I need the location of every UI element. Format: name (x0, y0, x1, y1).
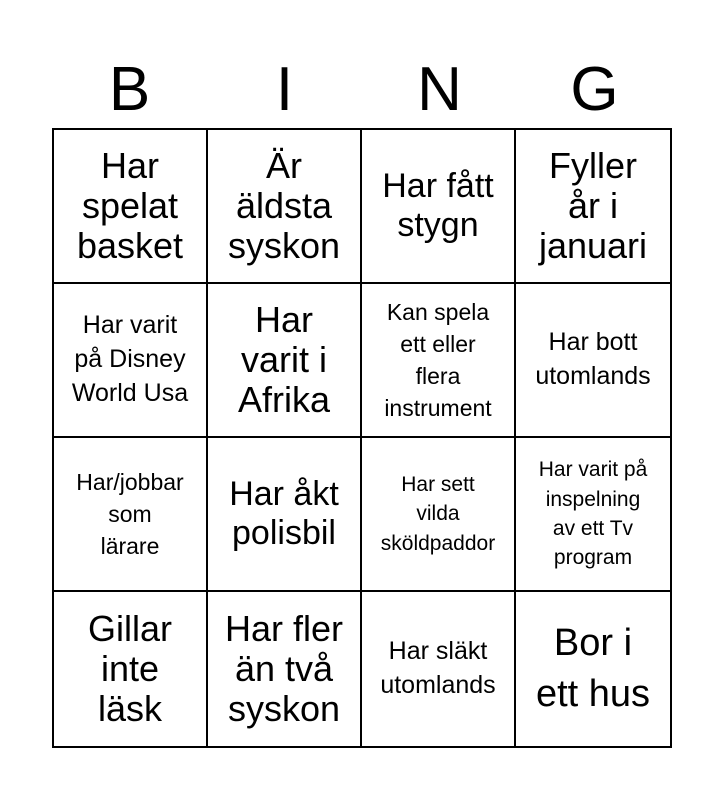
cell-text: Har spelat basket (76, 144, 184, 267)
bingo-cell-r2c3[interactable] (362, 284, 516, 438)
bingo-cell-r4c3[interactable] (362, 592, 516, 746)
cell-text: Har varit på inspelning av ett Tv program (538, 458, 648, 570)
header-letter-n: N (417, 55, 462, 124)
cell-text: Fyller år i januari (538, 144, 648, 267)
bingo-header (52, 52, 672, 128)
cell-text: Har släkt utomlands (380, 637, 496, 699)
bingo-cell-r4c4[interactable] (516, 592, 670, 746)
header-letter-g: G (570, 55, 619, 124)
bingo-cell-r3c4[interactable] (516, 438, 670, 592)
bingo-cell-r2c4[interactable] (516, 284, 670, 438)
cell-text: Har varit i Afrika (237, 298, 331, 421)
cell-text: Har åkt polisbil (229, 474, 339, 552)
bingo-cell-r2c2[interactable] (208, 284, 362, 438)
cell-text: Har varit på Disney World Usa (71, 311, 189, 407)
bingo-cell-r1c2[interactable] (208, 130, 362, 284)
bingo-cell-r3c2[interactable] (208, 438, 362, 592)
header-letter-b: B (108, 55, 151, 124)
cell-text: Har fått stygn (382, 166, 494, 244)
cell-text: Är äldsta syskon (227, 144, 341, 267)
bingo-board (52, 128, 672, 748)
bingo-cell-r4c1[interactable] (54, 592, 208, 746)
cell-text: Har bott utomlands (535, 328, 651, 390)
bingo-cell-r2c1[interactable] (54, 284, 208, 438)
bingo-cell-r3c3[interactable] (362, 438, 516, 592)
bingo-cell-r4c2[interactable] (208, 592, 362, 746)
cell-text: Har sett vilda sköldpaddor (380, 472, 496, 555)
bingo-cell-r1c3[interactable] (362, 130, 516, 284)
cell-text: Har/jobbar som lärare (76, 468, 184, 560)
cell-text: Har fler än två syskon (224, 607, 344, 730)
bingo-cell-r1c1[interactable] (54, 130, 208, 284)
header-letter-i: I (275, 55, 294, 124)
cell-text: Bor i ett hus (535, 621, 651, 715)
bingo-cell-r1c4[interactable] (516, 130, 670, 284)
cell-text: Kan spela ett eller flera instrument (384, 298, 492, 422)
cell-text: Gillar inte läsk (87, 607, 172, 730)
bingo-cell-r3c1[interactable] (54, 438, 208, 592)
